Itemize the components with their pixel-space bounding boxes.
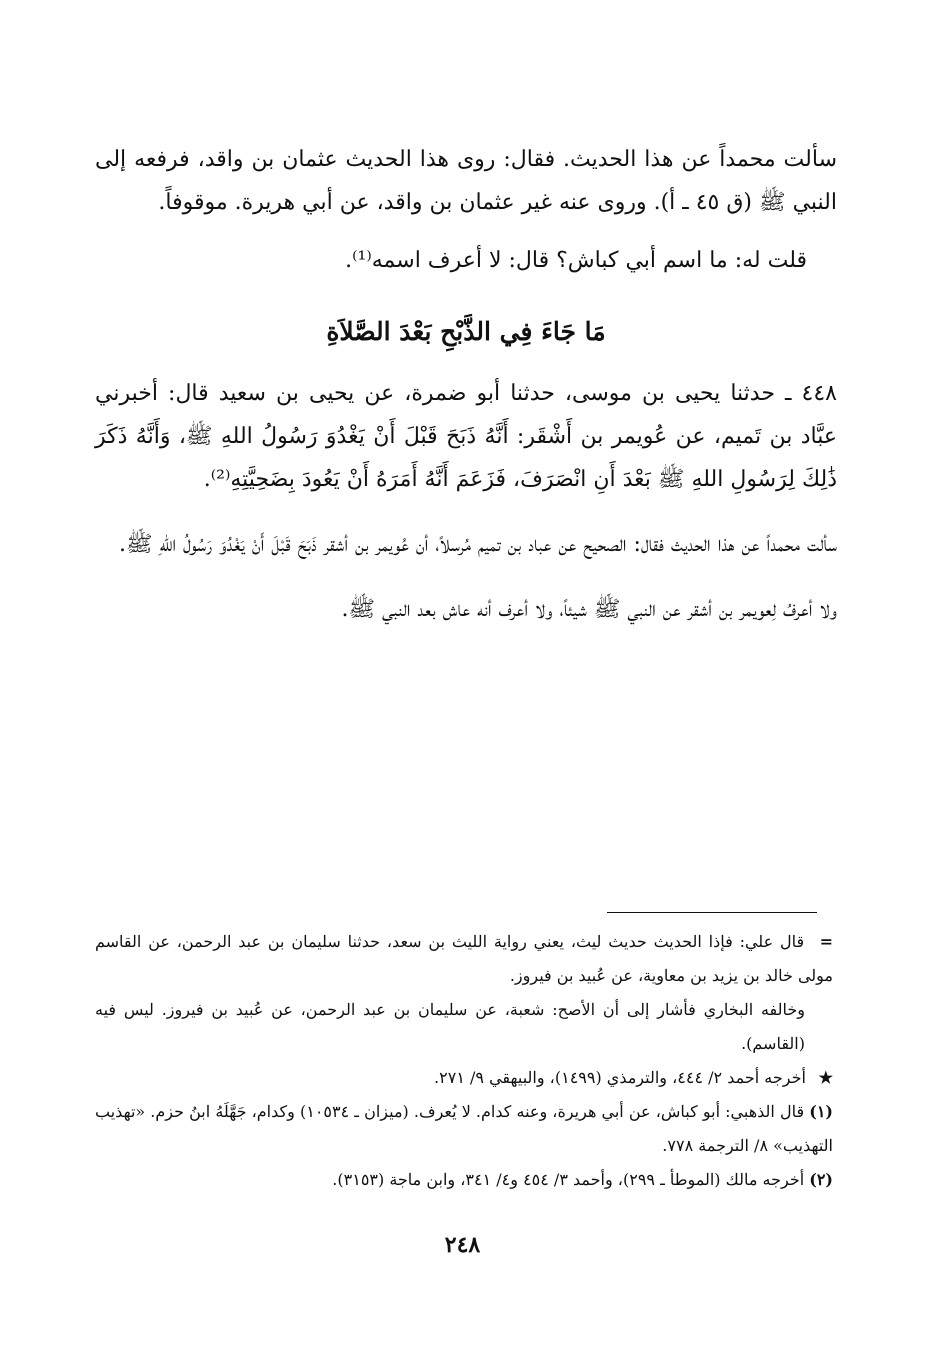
footnote [95,925,833,993]
footnote-text: أخرجه أحمد ٢/ ٤٤٤، والترمذي (١٤٩٩)، والبيهقي ٩/ ٢٧١. [434,1068,806,1087]
footnote [95,1095,833,1163]
hadith-paragraph: ٤٤٨ ـ حدثنا يحيى بن موسى، حدثنا أبو ضمرة، عن يحيى بن سعيد قال: أخبرني عبَّاد بن تَميم، عن عُويمر بن أَشْقَر: أَنَّهُ ذَبَحَ قَبْلَ أَنْ يَغْدُوَ رَسُولُ اللهِ ﷺ، وَأَنَّهُ ذَكَرَ ذَٰلِكَ لِرَسُولِ اللهِ ﷺ بَعْدَ أَنِ انْصَرَفَ، فَزَعَمَ أَنَّهُ أَمَرَهُ أَنْ يَعُودَ بِضَحِيَّتِهِ⁽²⁾. [95,381,837,492]
footnote-text: وخالفه البخاري فأشار إلى أن الأصح: شعبة، عن سليمان بن عبد الرحمن، عن عُبيد بن فيروز. ليس فيه (القاسم). [95,1000,805,1053]
main-text [95,138,837,631]
footnote-marker: ★ [818,1068,833,1087]
footnote [95,1061,833,1095]
footnote [95,993,833,1061]
body-paragraph: سألت محمداً عن هذا الحديث فقال: الصحيح عن عباد بن تميم مُرسلاً، أن عُويمر بن أشقر ذَبَحَ قَبْلَ أَنْ يَغْدُوَ رَسُولُ اللهِ ﷺ. [119,532,837,557]
body-paragraph: ولا أعرفُ لِعويمر بن أشقر عن النبي ﷺ شيئاً، ولا أعرف أنه عاش بعد النبي ﷺ. [341,597,837,622]
footnote-text: أخرجه مالك (الموطأ ـ ٢٩٩)، وأحمد ٣/ ٤٥٤ و٤/ ٣٤١، وابن ماجة (٣١٥٣). [332,1170,805,1189]
section-heading: مَا جَاءَ فِي الذَّبْحِ بَعْدَ الصَّلاَةِ [326,317,606,346]
footnote-text: قال الذهبي: أبو كباش، عن أبي هريرة، وعنه كدام. لا يُعرف. (ميزان ـ ١٠٥٣٤) وكدام، جَهَّلَهُ ابنُ حزم. «تهذيب التهذيب» ٨/ الترجمة ٧٧٨. [95,1102,833,1155]
page-number: ٢٤٨ [444,1232,481,1258]
footnote [95,1163,833,1197]
footnotes [95,925,833,1197]
body-paragraph: سألت محمداً عن هذا الحديث. فقال: روى هذا الحديث عثمان بن واقد، فرفعه إلى النبي ﷺ (ق ٤٥ ـ أ). وروى عنه غير عثمان بن واقد، عن أبي هريرة. موقوفاً. [95,147,837,215]
body-paragraph: قلت له: ما اسم أبي كباش؟ قال: لا أعرف اسمه⁽¹⁾. [345,248,807,273]
footnote-marker: = [819,932,834,951]
footnote-marker: (٢) [809,1170,833,1189]
footnote-text: قال علي: فإذا الحديث حديث ليث، يعني رواية الليث بن سعد، حدثنا سليمان بن عبد الرحمن، عن القاسم مولى خالد بن يزيد بن معاوية، عن عُبيد بن فيروز. [95,932,833,985]
footnote-marker: (١) [809,1102,833,1121]
footnote-divider [607,912,817,913]
